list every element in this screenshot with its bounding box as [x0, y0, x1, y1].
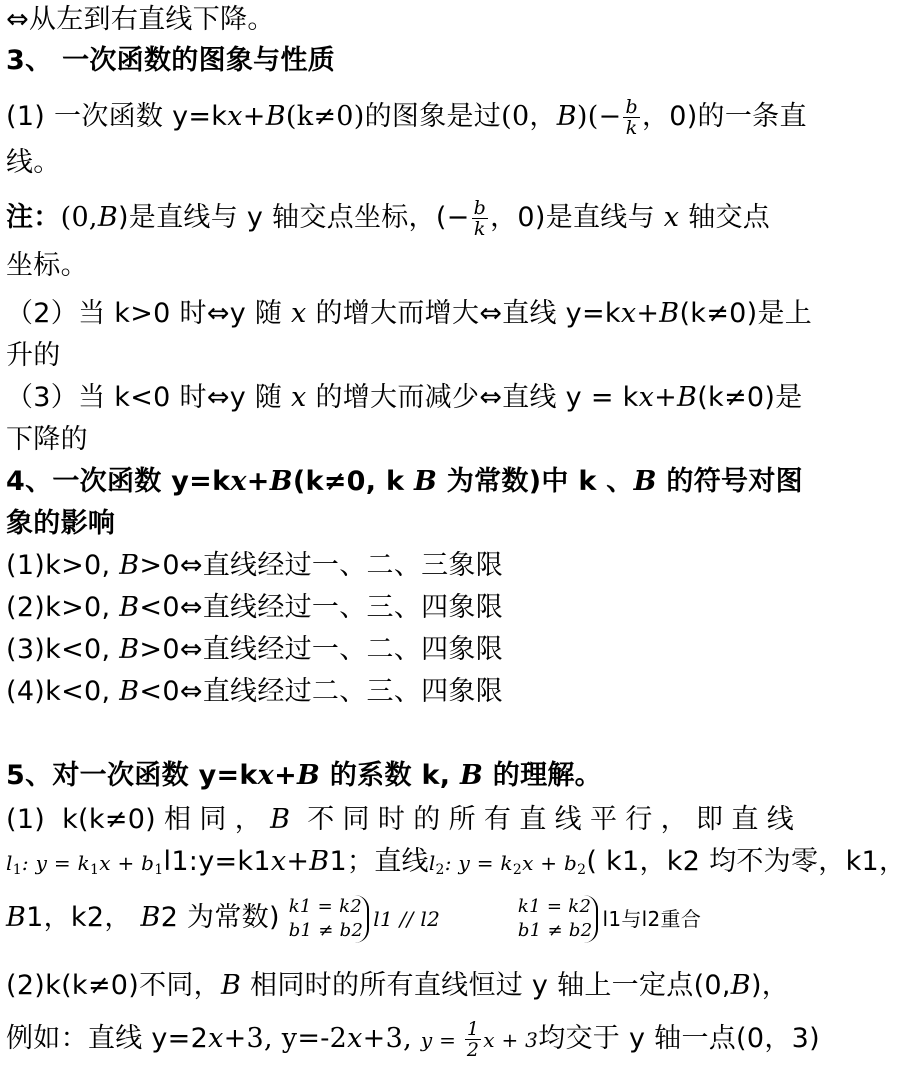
text: 的增大而增大⇔直线 y=k: [306, 298, 621, 329]
coincide-result: l1与l2重合: [602, 907, 702, 931]
var-x: x: [270, 846, 287, 877]
item-1-line-3: [6, 888, 794, 950]
text: (2)k>0,: [6, 592, 120, 623]
text: (4)k<0,: [6, 676, 120, 707]
text: (k≠0)是: [697, 382, 803, 413]
text: 坐标。: [6, 250, 88, 281]
heading-text: 5、对一次函数 y=k: [6, 760, 258, 791]
heading-text: 为常数)中 k 、: [437, 466, 634, 497]
text: (1)k>0,: [6, 550, 120, 581]
condition: b1 ≠ b2: [288, 919, 364, 941]
text: (1) 一次函数 y=k: [6, 101, 228, 132]
var-x: x: [638, 382, 655, 413]
var-b: B: [119, 676, 140, 707]
text: (3)k<0,: [6, 634, 120, 665]
var-b: B: [140, 902, 161, 933]
condition: b1 ≠ b2: [517, 919, 593, 941]
formula: x + b: [99, 851, 155, 875]
condition: k1 = k2: [517, 895, 592, 917]
var-b: B: [677, 382, 698, 413]
text: 均交于 y 轴一点(0，3): [538, 1023, 820, 1054]
para-2: [6, 294, 813, 334]
var-b: B: [119, 550, 140, 581]
fraction-one-half: [465, 1019, 481, 1060]
plus: +: [286, 846, 310, 877]
text: （3）当 k<0 时⇔y 随: [6, 382, 292, 413]
subscript: 1: [12, 862, 22, 878]
text: (2)k(k≠0)不同，: [6, 970, 221, 1001]
text: )(−: [576, 101, 622, 132]
text: 线。: [6, 147, 61, 178]
text: 相同时的所有直线恒过 y 轴上一定点(0,: [241, 970, 731, 1001]
text: 1，k2，: [26, 902, 141, 933]
text: (0,: [60, 202, 98, 233]
var-x: x: [227, 101, 243, 132]
text: +3, y=-2: [223, 1023, 348, 1054]
subscript: 2: [577, 862, 587, 878]
var-b: B: [119, 634, 140, 665]
subscript: 2: [435, 862, 445, 878]
subscript: 2: [512, 862, 523, 878]
text: 例如：直线 y=2: [6, 1023, 209, 1054]
var-b: B: [270, 804, 291, 835]
var-b: B: [269, 466, 293, 497]
item-1-line-2: [6, 842, 906, 890]
para-3-cont: [6, 420, 794, 460]
var-x: x: [208, 1023, 224, 1054]
text: 2 为常数): [160, 902, 280, 933]
var-b: B: [413, 466, 438, 497]
var-b: B: [730, 970, 751, 1001]
var-l: l: [6, 851, 13, 875]
text: (k≠0)的图象是过(0，: [285, 101, 557, 132]
heading-text: 的符号对图: [656, 466, 803, 497]
denominator: k: [625, 117, 638, 139]
var-b: B: [459, 760, 484, 791]
formula: : y = k: [21, 851, 91, 875]
para-3: [6, 378, 803, 418]
var-x: x: [230, 466, 247, 497]
text: 升的: [6, 340, 61, 371]
parallel-result: l1 // l2: [373, 907, 441, 931]
item-1: [6, 800, 794, 840]
var-b: B: [221, 970, 242, 1001]
text: )，: [750, 970, 790, 1001]
text: 的增大而减少⇔直线 y = k: [306, 382, 639, 413]
denominator: 2: [466, 1039, 480, 1061]
item-2: [6, 966, 794, 1006]
item-2-example: [6, 1016, 820, 1063]
condition: k1 = k2: [288, 895, 363, 917]
plus: +: [246, 466, 270, 497]
formula: x + 3: [483, 1028, 539, 1052]
text: 下降的: [6, 424, 88, 455]
var-x: x: [663, 202, 680, 233]
subscript: 1: [90, 862, 100, 878]
text: l1:y=k1: [163, 846, 271, 877]
var-x: x: [291, 382, 307, 413]
formula: : y = k: [444, 851, 513, 875]
var-l: l: [428, 851, 436, 875]
para-2-cont: [6, 336, 794, 376]
text: 轴交点: [679, 202, 771, 233]
text: ( k1，k2 均不为零，k1，: [586, 846, 906, 877]
var-b: B: [309, 846, 330, 877]
heading-3: [6, 41, 794, 81]
text: 不同时的所有直线平行，即直线: [290, 804, 794, 835]
heading-text: 的理解。: [483, 760, 602, 791]
heading-text: 象的影响: [6, 508, 116, 539]
var-x: x: [291, 298, 307, 329]
heading-4-cont: [6, 504, 794, 544]
plus: +: [242, 101, 266, 132]
text: (k≠0)是上: [679, 298, 813, 329]
text: ，0)的一条直: [641, 101, 807, 132]
para-1-cont: [6, 143, 794, 183]
var-x: x: [257, 760, 275, 791]
var-b: B: [556, 101, 577, 132]
text: <0⇔直线经过二、三、四象限: [139, 676, 504, 707]
plus: +: [636, 298, 660, 329]
note-label: 注：: [6, 202, 61, 233]
var-b: B: [119, 592, 140, 623]
text: (1) k(k≠0)相同，: [6, 804, 271, 835]
heading-text: 3、 一次函数的图象与性质: [6, 45, 336, 76]
note: [6, 196, 794, 240]
case-1: [6, 546, 794, 586]
numerator: b: [625, 96, 638, 118]
numerator: 1: [466, 1018, 480, 1040]
text: +3,: [362, 1023, 421, 1054]
var-b: B: [265, 101, 286, 132]
condition-brace-coincide: [518, 895, 599, 943]
heading-5: [6, 756, 794, 796]
para-1: [6, 95, 807, 139]
plus: +: [274, 760, 298, 791]
heading-text: 4、一次函数 y=k: [6, 466, 231, 497]
var-b: B: [6, 902, 27, 933]
text: ⇔从左到右直线下降。: [6, 4, 275, 35]
text: ，0)是直线与: [490, 202, 664, 233]
var-x: x: [347, 1023, 363, 1054]
case-3: [6, 630, 794, 670]
text: （2）当 k>0 时⇔y 随: [6, 298, 292, 329]
var-b: B: [97, 202, 118, 233]
text: <0⇔直线经过一、三、四象限: [139, 592, 504, 623]
formula: x + b: [522, 851, 578, 875]
text: >0⇔直线经过一、二、三象限: [139, 550, 504, 581]
fraction-b-over-k: [623, 97, 639, 138]
fraction-b-over-k: [472, 198, 488, 239]
subscript: 1: [154, 862, 164, 878]
text: >0⇔直线经过一、二、四象限: [139, 634, 504, 665]
line-decrease: [6, 0, 794, 40]
case-4: [6, 672, 794, 712]
heading-text: 的系数 k,: [320, 760, 460, 791]
denominator: k: [473, 218, 486, 240]
heading-text: (k≠0, k: [292, 466, 414, 497]
var-b: B: [297, 760, 321, 791]
var-b: B: [633, 466, 657, 497]
heading-4: [6, 462, 803, 502]
condition-brace-parallel: [289, 895, 370, 943]
plus: +: [654, 382, 678, 413]
case-2: [6, 588, 794, 628]
note-cont: [6, 246, 794, 286]
var-x: x: [620, 298, 637, 329]
text: 1；直线: [329, 846, 429, 877]
numerator: b: [473, 197, 487, 219]
formula: y =: [420, 1028, 463, 1052]
text: )是直线与 y 轴交点坐标，(−: [117, 202, 470, 233]
var-b: B: [659, 298, 680, 329]
